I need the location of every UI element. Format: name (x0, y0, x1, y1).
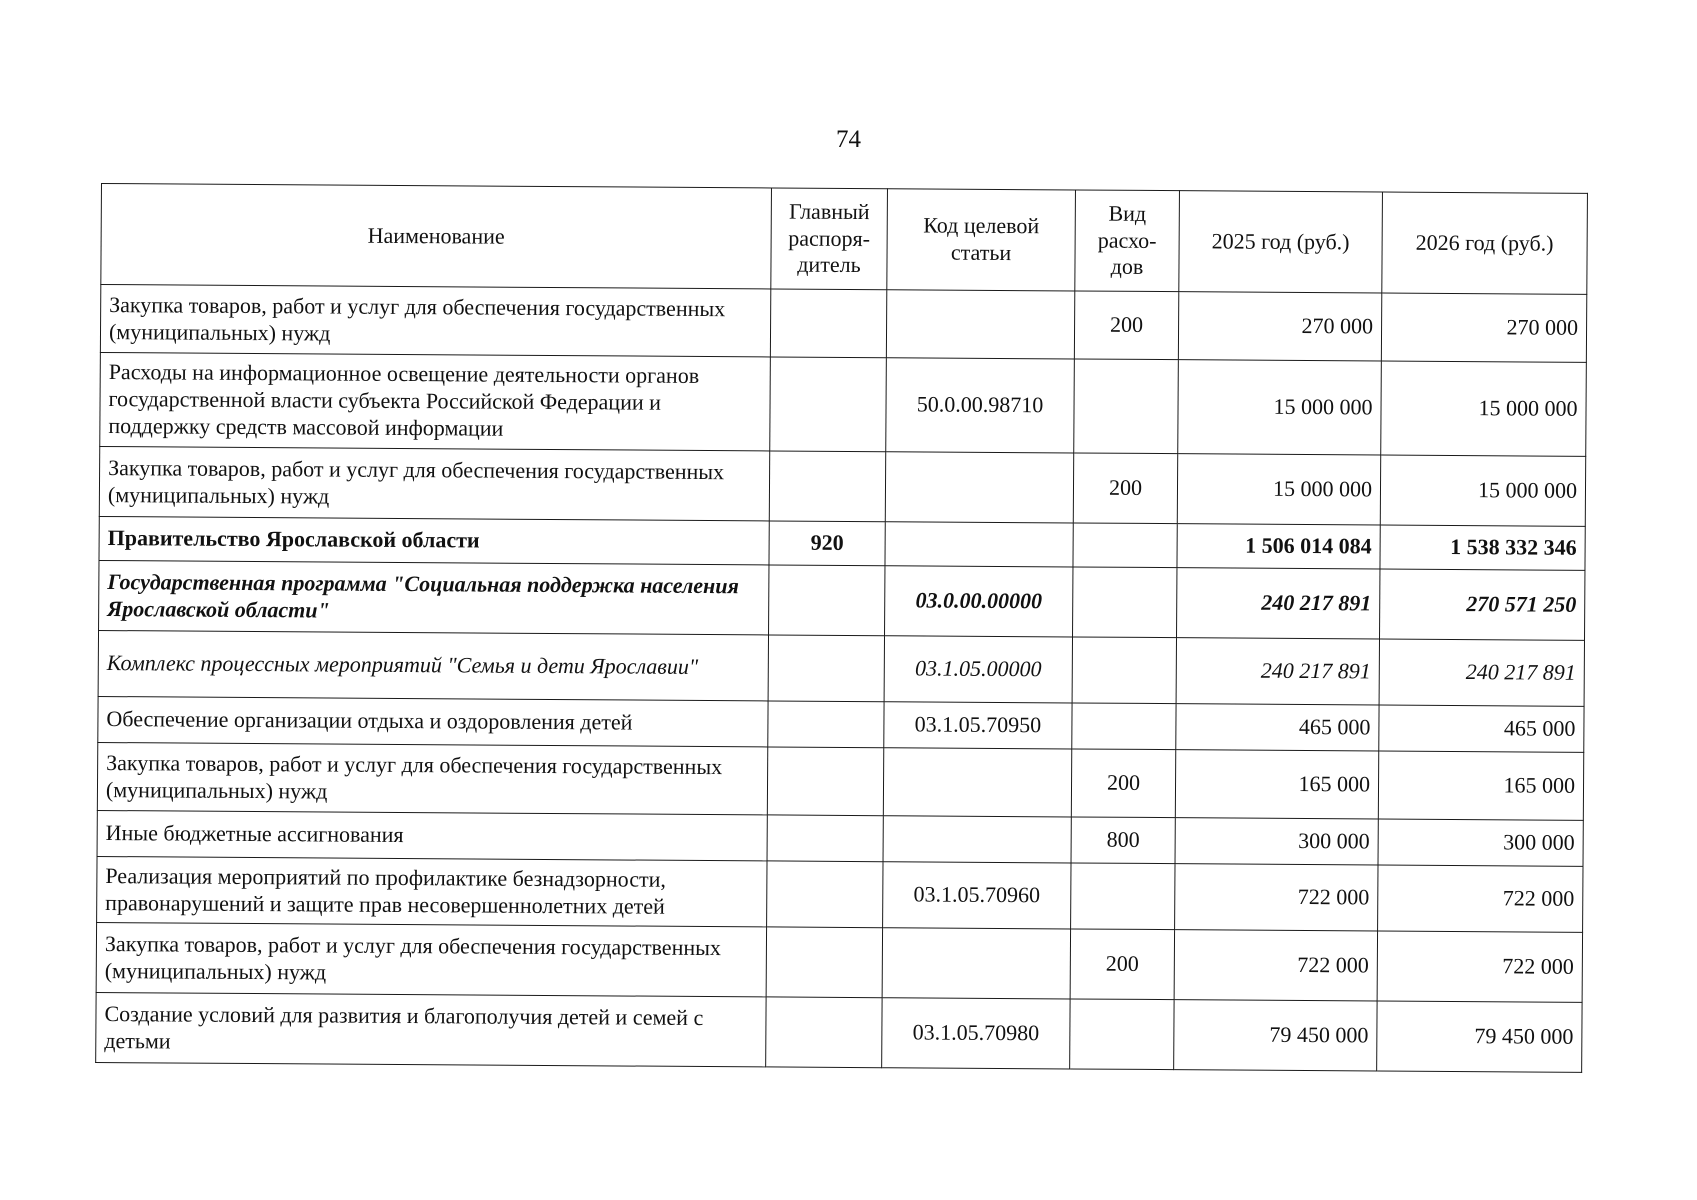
row-expense-type: 200 (1071, 749, 1175, 818)
row-amount-2026: 240 217 891 (1379, 639, 1584, 706)
row-name: Создание условий для развития и благополучия детей и семей с детьми (96, 992, 766, 1066)
page-number: 74 (836, 126, 861, 153)
row-expense-type: 200 (1073, 453, 1177, 524)
row-amount-2026: 1 538 332 346 (1380, 525, 1585, 570)
row-amount-2025: 79 450 000 (1174, 1000, 1377, 1071)
row-amount-2026: 722 000 (1377, 931, 1582, 1002)
row-amount-2025: 240 217 891 (1177, 568, 1380, 639)
row-target-code (883, 816, 1071, 863)
row-target-code (883, 748, 1071, 817)
table-row (99, 560, 1585, 640)
row-expense-type (1073, 567, 1177, 638)
row-amount-2026: 165 000 (1378, 751, 1583, 820)
header-year-2025: 2025 год (руб.) (1179, 191, 1383, 293)
header-main-manager: Главный распоря-дитель (771, 188, 888, 290)
table-row (96, 992, 1582, 1072)
row-main-manager (768, 701, 884, 748)
row-expense-type: 200 (1070, 929, 1174, 1000)
header-target-code: Код целевой статьи (887, 189, 1076, 291)
row-amount-2025: 300 000 (1175, 818, 1378, 865)
row-amount-2026: 270 000 (1381, 293, 1586, 362)
table-row (97, 856, 1583, 932)
budget-table-container (95, 183, 1587, 1073)
row-amount-2025: 722 000 (1174, 930, 1377, 1001)
row-main-manager (767, 747, 883, 816)
row-target-code: 03.1.05.70980 (882, 998, 1070, 1069)
row-main-manager (769, 451, 885, 522)
row-amount-2026: 79 450 000 (1377, 1001, 1582, 1072)
budget-table (95, 183, 1588, 1073)
table-header-row (101, 184, 1588, 295)
header-expense-type: Вид расхо-дов (1075, 190, 1180, 292)
row-name: Комплекс процессных мероприятий "Семья и дети Ярославии" (98, 630, 768, 700)
row-target-code: 03.1.05.00000 (884, 636, 1072, 703)
table-row (98, 630, 1584, 706)
row-amount-2025: 465 000 (1176, 704, 1379, 751)
table-row (100, 285, 1586, 363)
row-target-code (885, 522, 1073, 567)
row-amount-2025: 1 506 014 084 (1177, 524, 1380, 569)
row-expense-type (1074, 359, 1179, 454)
row-name: Правительство Ярославской области (99, 516, 769, 564)
row-amount-2026: 270 571 250 (1380, 569, 1585, 640)
row-name: Закупка товаров, работ и услуг для обеспечения государственных (муниципальных) нужд (100, 285, 770, 357)
row-expense-type (1073, 523, 1177, 568)
row-expense-type (1072, 637, 1176, 704)
row-expense-type: 800 (1071, 817, 1175, 864)
row-amount-2025: 270 000 (1178, 292, 1381, 361)
table-row (99, 446, 1585, 526)
row-main-manager (770, 357, 887, 452)
row-main-manager (767, 815, 883, 862)
row-target-code: 03.1.05.70950 (884, 702, 1072, 749)
row-name: Иные бюджетные ассигнования (97, 810, 767, 860)
row-name: Закупка товаров, работ и услуг для обеспечения государственных (муниципальных) нужд (96, 922, 766, 996)
row-name: Закупка товаров, работ и услуг для обеспечения государственных (муниципальных) нужд (97, 742, 767, 814)
row-amount-2025: 15 000 000 (1178, 360, 1382, 455)
row-expense-type: 200 (1074, 291, 1178, 360)
row-expense-type (1072, 703, 1176, 750)
row-amount-2026: 300 000 (1378, 819, 1583, 866)
row-target-code: 03.1.05.70960 (883, 862, 1071, 929)
row-name: Реализация мероприятий по профилактике безнадзорности, правонарушений и защите прав несовершеннолетних детей (97, 856, 767, 926)
row-target-code (885, 452, 1073, 523)
row-name: Закупка товаров, работ и услуг для обеспечения государственных (муниципальных) нужд (99, 446, 769, 520)
row-amount-2025: 165 000 (1175, 750, 1378, 819)
row-target-code: 03.0.00.00000 (885, 566, 1073, 637)
table-row (97, 742, 1583, 820)
row-amount-2026: 722 000 (1378, 865, 1583, 932)
row-main-manager (768, 635, 884, 702)
row-main-manager (769, 565, 885, 636)
row-amount-2026: 15 000 000 (1381, 361, 1587, 456)
table-row (100, 352, 1587, 456)
row-amount-2026: 15 000 000 (1380, 455, 1585, 526)
row-target-code (886, 290, 1074, 359)
row-amount-2026: 465 000 (1379, 705, 1584, 752)
header-year-2026: 2026 год (руб.) (1382, 192, 1588, 294)
row-amount-2025: 15 000 000 (1177, 454, 1380, 525)
row-main-manager (767, 861, 883, 928)
row-name: Расходы на информационное освещение деятельности органов государственной власти субъекта Российской Федерации и поддержку средств массовой информации (100, 352, 771, 450)
row-main-manager: 920 (769, 521, 885, 566)
row-main-manager (770, 289, 886, 358)
row-expense-type (1070, 999, 1174, 1070)
row-name: Государственная программа "Социальная поддержка населения Ярославской области" (99, 560, 769, 634)
row-amount-2025: 722 000 (1175, 864, 1378, 931)
row-name: Обеспечение организации отдыха и оздоровления детей (98, 696, 768, 746)
row-main-manager (766, 997, 882, 1068)
row-main-manager (766, 927, 882, 998)
row-expense-type (1071, 863, 1175, 930)
header-name: Наименование (101, 184, 772, 289)
row-amount-2025: 240 217 891 (1176, 638, 1379, 705)
row-target-code: 50.0.00.98710 (886, 358, 1075, 453)
row-target-code (882, 928, 1070, 999)
table-row (96, 922, 1582, 1002)
